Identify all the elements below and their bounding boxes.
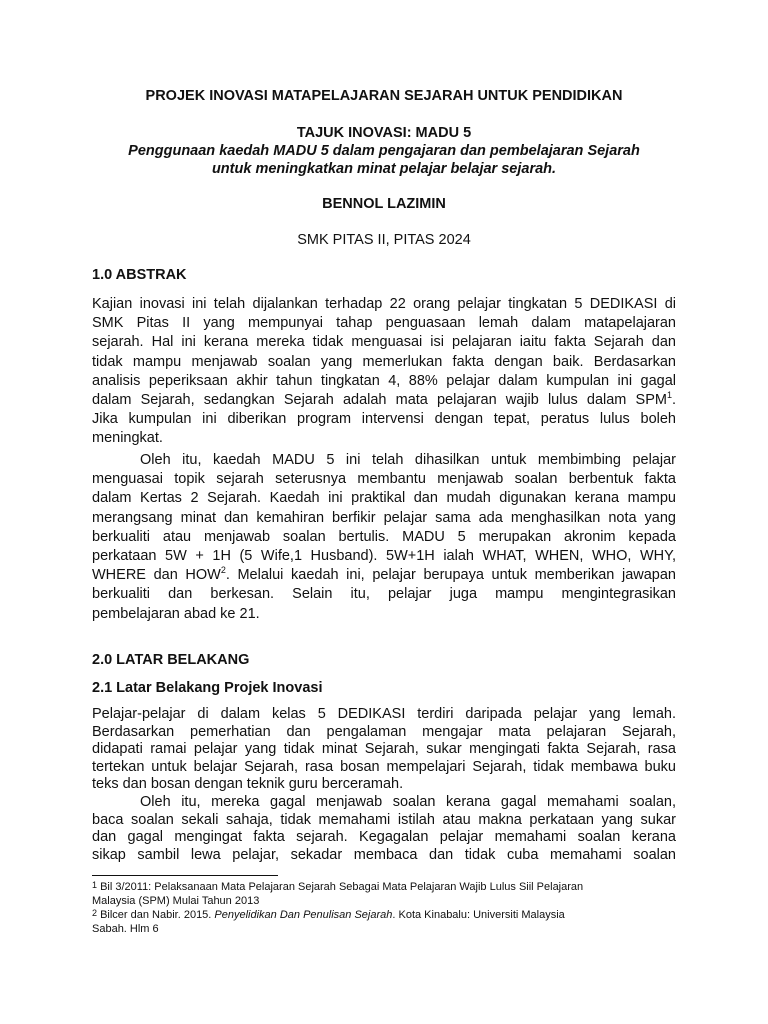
- innovation-subtitle: [0, 142, 768, 178]
- footnote-text: . Kota Kinabalu: Universiti Malaysia: [392, 909, 565, 921]
- footnote-text: Bilcer dan Nabir. 2015.: [97, 909, 215, 921]
- text-line: Berdasarkan pemerhatian dan pengalaman mengajar mata pelajaran Sejarah,: [92, 723, 676, 740]
- footnote-text: Bil 3/2011: Pelaksanaan Mata Pelajaran Sejarah Sebagai Mata Pelajaran Wajib Lulus Siil Pelajaran: [97, 881, 584, 893]
- text-line: baca soalan sekali sahaja, tidak memahami istilah atau makna perkataan yang sukar: [92, 811, 676, 828]
- subtitle-line: untuk meningkatkan minat pelajar belajar sejarah.: [211, 161, 557, 177]
- text-line: teks dan bosan dengan teknik guru berceramah.: [92, 776, 404, 793]
- text-line: menguasai topik sejarah seterusnya membantu menjawab soalan berbentuk fakta: [92, 471, 676, 488]
- text-line: berkualiti dan berkesan. Selain itu, pelajar juga mampu mengintegrasikan: [92, 586, 676, 603]
- footnote-line: Sabah. Hlm 6: [92, 923, 159, 935]
- school-name: SMK PITAS II, PITAS 2024: [297, 232, 471, 248]
- text-line: perkataan 5W + 1H (5 Wife,1 Husband). 5W+1H ialah WHAT, WHEN, WHO, WHY,: [92, 547, 676, 564]
- text-line: sikap sambil lewa pelajar, sekadar membaca dan tidak cuba memahami soalan: [92, 846, 676, 863]
- footnote-1: [92, 880, 682, 908]
- text-line: berkualiti atau menjawab soalan bertulis. MADU 5 merupakan akronim kepada: [92, 528, 676, 545]
- innovation-title: TAJUK INOVASI: MADU 5: [296, 125, 472, 141]
- text-line-main: WHERE dan HOW: [92, 567, 221, 584]
- footnote-line: [92, 908, 682, 922]
- text-line: pembelajaran abad ke 21.: [92, 605, 260, 622]
- footnote-ref-1: 1: [666, 389, 672, 400]
- text-line: analisis peperiksaan akhir tahun tingkatan 4, 88% pelajar dalam kumpulan ini gagal: [92, 372, 676, 389]
- latar-paragraph-1: [92, 706, 676, 794]
- heading-latar-belakang: 2.0 LATAR BELAKANG: [92, 652, 250, 668]
- text-line: [92, 567, 676, 586]
- text-line: dan gagal mengingat fakta sejarah. Kegagalan pelajar memahami soalan kerana: [92, 829, 676, 846]
- footnote-divider: [92, 875, 278, 876]
- text-line: Pelajar-pelajar di dalam kelas 5 DEDIKASI terdiri daripada pelajar yang lemah.: [92, 706, 676, 722]
- text-line: Kajian inovasi ini telah dijalankan terhadap 22 orang pelajar tingkatan 5 DEDIKASI di: [92, 296, 676, 312]
- latar-paragraph-2: [92, 794, 676, 864]
- footnote-mark-1: 1: [92, 880, 98, 890]
- subtitle-line: Penggunaan kaedah MADU 5 dalam pengajaran dan pembelajaran Sejarah: [128, 143, 640, 159]
- footnote-2: [92, 908, 682, 936]
- text-line: Oleh itu, kaedah MADU 5 ini telah dihasilkan untuk membimbing pelajar: [140, 452, 676, 468]
- text-line: SMK Pitas II yang mempunyai tahap penguasaan lemah dalam matapelajaran: [92, 315, 676, 332]
- text-line: sejarah. Hal ini kerana mereka tidak menguasai isi pelajaran iaitu fakta Sejarah dan: [92, 334, 676, 351]
- text-line: meningkat.: [92, 430, 163, 447]
- text-line-tail: . Melalui kaedah ini, pelajar berupaya untuk memberikan jawapan: [225, 567, 676, 584]
- footnote-line: [92, 880, 682, 894]
- text-line: dalam Kertas 2 Sejarah. Kaedah ini praktikal dan mudah digunakan kerana mampu: [92, 490, 676, 507]
- abstrak-paragraph-1: [92, 296, 676, 450]
- abstrak-paragraph-2: [92, 452, 676, 625]
- heading-abstrak: 1.0 ABSTRAK: [92, 267, 187, 283]
- text-line: tidak mampu menjawab soalan yang memerlukan fakta dengan baik. Berdasarkan: [92, 353, 676, 370]
- text-line-main: dalam Sejarah, sedangkan Sejarah adalah mata pelajaran wajib lulus dalam SPM: [92, 391, 667, 408]
- text-line: merangsang minat dan kemahiran berfikir pelajar sama ada menghasilkan nota yang: [92, 509, 676, 526]
- text-line: didapati ramai pelajar yang tidak minat Sejarah, sukar mengingati fakta Sejarah, rasa: [92, 741, 676, 758]
- footnote-ref-2: 2: [220, 565, 226, 576]
- text-line: Jika kumpulan ini diberikan program intervensi dengan tepat, peratus lulus boleh: [92, 411, 676, 428]
- text-line: Oleh itu, mereka gagal menjawab soalan kerana gagal memahami soalan,: [140, 794, 676, 810]
- subheading-latar-projek: 2.1 Latar Belakang Projek Inovasi: [92, 680, 323, 696]
- author-name: BENNOL LAZIMIN: [322, 196, 446, 212]
- footnote-mark-2: 2: [92, 908, 98, 918]
- text-line: dalam Sejarah, sedangkan Sejarah adalah mata pelajaran wajib lulus dalam SPM$^1$.: [92, 389, 676, 408]
- footnote-line: Malaysia (SPM) Mulai Tahun 2013: [92, 895, 260, 907]
- text-line: tertekan untuk belajar Sejarah, rasa bosan mempelajari Sejarah, tidak membawa buku: [92, 758, 676, 775]
- document-title: PROJEK INOVASI MATAPELAJARAN SEJARAH UNTUK PENDIDIKAN: [145, 88, 623, 104]
- footnote-book-title: Penyelidikan Dan Penulisan Sejarah: [214, 909, 393, 921]
